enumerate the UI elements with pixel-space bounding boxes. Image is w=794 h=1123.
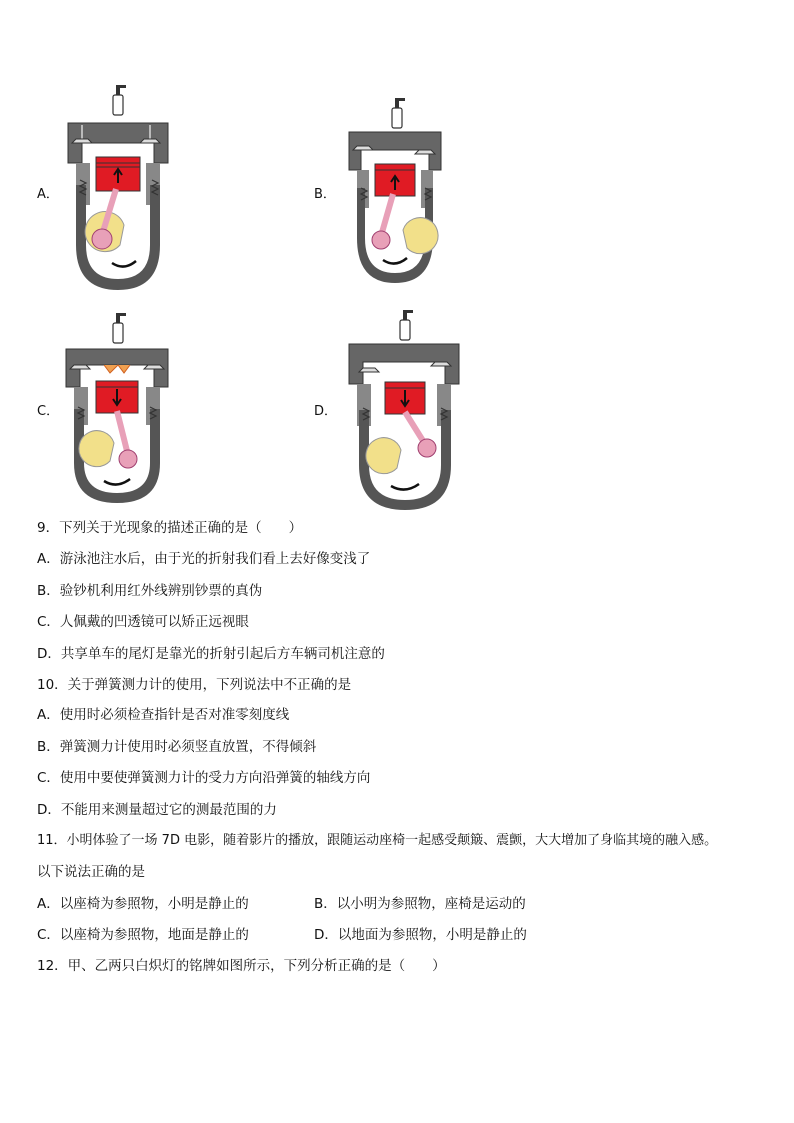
q11-stem-continued: 以下说法正确的是 [37,864,145,880]
spark-plug-icon [400,310,413,340]
spark-plug-icon [113,85,126,115]
q11-stem: 11．小明体验了一场 7D 电影，随着影片的播放，跟随运动座椅一起感受颠簸、震颤，大大增加了身临其境的融入感。 [37,833,718,848]
option-d-label: D． [314,404,338,419]
engine-diagram-d [345,310,463,510]
option-c-label: C． [37,404,60,419]
engine-diagram-b [345,98,445,283]
q11-option-c: C．以座椅为参照物，地面是静止的 [37,927,249,943]
q12-stem: 12．甲、乙两只白炽灯的铭牌如图所示，下列分析正确的是（ ） [37,958,446,974]
q11-option-a: A．以座椅为参照物，小明是静止的 [37,896,249,912]
q10-option-b: B．弹簧测力计使用时必须竖直放置，不得倾斜 [37,739,317,755]
spark-plug-icon [113,313,126,343]
option-a-label: A． [37,187,59,202]
q10-option-c: C．使用中要使弹簧测力计的受力方向沿弹簧的轴线方向 [37,770,371,786]
q9-option-c: C．人佩戴的凹透镜可以矫正远视眼 [37,614,249,630]
q11-option-b: B．以小明为参照物，座椅是运动的 [314,896,526,912]
q10-option-d: D．不能用来测量超过它的测最范围的力 [37,802,277,818]
q9-option-d: D．共享单车的尾灯是靠光的折射引起后方车辆司机注意的 [37,646,385,662]
q11-option-d: D．以地面为参照物，小明是静止的 [314,927,527,943]
q9-option-a: A．游泳池注水后，由于光的折射我们看上去好像变浅了 [37,551,371,567]
engine-diagram-c [62,313,172,503]
q9-option-b: B．验钞机利用红外线辨别钞票的真伪 [37,583,263,599]
spark-plug-icon [392,98,405,128]
engine-diagram-a [62,85,174,290]
option-b-label: B． [314,187,336,202]
q10-stem: 10．关于弹簧测力计的使用，下列说法中不正确的是 [37,677,352,693]
q9-stem: 9．下列关于光现象的描述正确的是（ ） [37,520,303,536]
q10-option-a: A．使用时必须检查指针是否对准零刻度线 [37,707,290,723]
